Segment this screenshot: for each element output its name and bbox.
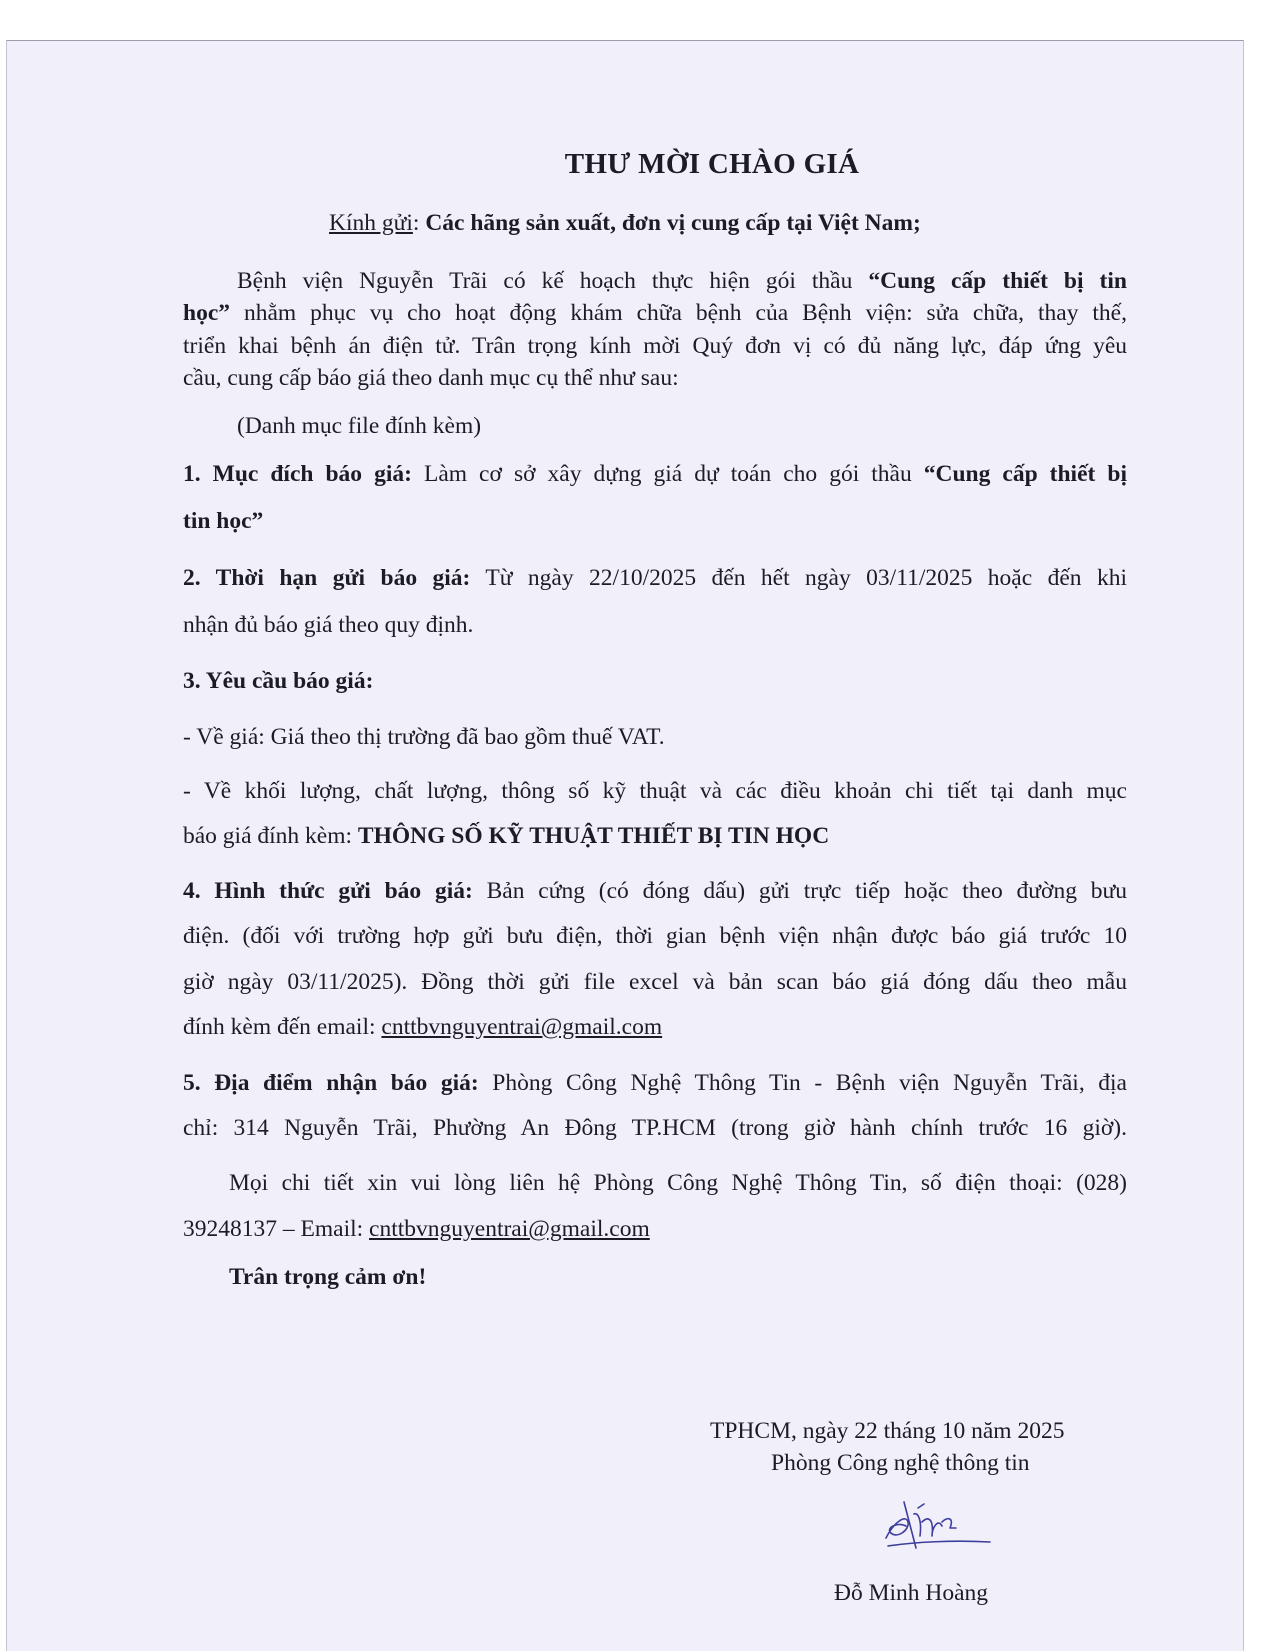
section-3-heading-line: [183, 668, 373, 695]
section-2-line-1: [183, 565, 1127, 592]
intro-line-1: [237, 268, 1127, 295]
contact-email-link[interactable]: cnttbvnguyentrai@gmail.com: [369, 1216, 650, 1242]
section-4-line-1: [183, 878, 1127, 905]
section-4-text: Bản cứng (có đóng dấu) gửi trực tiếp hoặc theo đường bưu: [472, 878, 1127, 904]
section-4-line-2: điện. (đối với trường hợp gửi bưu điện, thời gian bệnh viện nhận được báo giá trước 10: [183, 923, 1127, 949]
contact-line-1: Mọi chi tiết xin vui lòng liên hệ Phòng Công Nghệ Thông Tin, số điện thoại: (028): [229, 1170, 1127, 1196]
section-5-text: Phòng Công Nghệ Thông Tin - Bệnh viện Nguyễn Trãi, địa: [478, 1070, 1127, 1096]
signature-department: Phòng Công nghệ thông tin: [771, 1450, 1030, 1476]
attachment-note: (Danh mục file đính kèm): [237, 413, 482, 439]
section-5-heading: 5. Địa điểm nhận báo giá:: [183, 1070, 479, 1096]
section-4-heading: 4. Hình thức gửi báo giá:: [183, 878, 473, 904]
section-1-heading: 1. Mục đích báo giá:: [183, 461, 412, 487]
document-title: THƯ MỜI CHÀO GIÁ: [564, 148, 860, 180]
section-3-spec-text: báo giá đính kèm:: [183, 823, 358, 849]
intro-package-name: “Cung cấp thiết bị tin: [868, 268, 1127, 294]
contact-line-2: [183, 1216, 650, 1243]
section-4-line-3: giờ ngày 03/11/2025). Đồng thời gửi file excel và bản scan báo giá đóng dấu theo mẫu: [183, 969, 1127, 995]
signer-name: Đỗ Minh Hoàng: [834, 1580, 989, 1606]
section-1-text: Làm cơ sở xây dựng giá dự toán cho gói thầu: [411, 461, 924, 487]
section-1-package-name: “Cung cấp thiết bị: [923, 461, 1127, 487]
section-5-line-2: chỉ: 314 Nguyễn Trãi, Phường An Đông TP.HCM (trong giờ hành chính trước 16 giờ).: [183, 1115, 1127, 1141]
closing-text: Trân trọng cảm ơn!: [229, 1264, 427, 1290]
salutation-label: Kính gửi: [329, 210, 413, 236]
section-1-line-1: [183, 461, 1127, 488]
section-5-line-1: [183, 1070, 1127, 1097]
signature-graphic: [884, 1492, 994, 1562]
section-3-spec-line-2: [183, 823, 829, 850]
section-2-line-2: nhận đủ báo giá theo quy định.: [183, 612, 474, 638]
signature-date: TPHCM, ngày 22 tháng 10 năm 2025: [710, 1418, 1065, 1444]
salutation-colon: :: [412, 210, 426, 236]
intro-line-2-text: nhằm phục vụ cho hoạt động khám chữa bệnh của Bệnh viện: sửa chữa, thay thế,: [230, 300, 1127, 326]
section-4-line-4: [183, 1014, 662, 1041]
intro-line-2: [183, 300, 1127, 327]
handwritten-signature: [884, 1492, 984, 1552]
section-1-line-2: [183, 508, 263, 535]
intro-line-4: cầu, cung cấp báo giá theo danh mục cụ thể như sau:: [183, 365, 679, 391]
salutation-recipient: Các hãng sản xuất, đơn vị cung cấp tại Việt Nam;: [425, 210, 921, 236]
contact-phone-email-label: 39248137 – Email:: [183, 1216, 370, 1242]
section-3-price: - Về giá: Giá theo thị trường đã bao gồm thuế VAT.: [183, 724, 665, 750]
section-4-email-label: đính kèm đến email:: [183, 1014, 382, 1040]
section-3-heading: 3. Yêu cầu báo giá:: [183, 668, 374, 694]
section-4-email-link[interactable]: cnttbvnguyentrai@gmail.com: [381, 1014, 663, 1040]
section-2-heading: 2. Thời hạn gửi báo giá:: [183, 565, 471, 591]
section-3-spec-line-1: - Về khối lượng, chất lượng, thông số kỹ thuật và các điều khoản chi tiết tại danh mục: [183, 778, 1127, 804]
section-3-spec-title: THÔNG SỐ KỸ THUẬT THIẾT BỊ TIN HỌC: [357, 823, 830, 849]
salutation: [329, 210, 921, 237]
section-1-package-name-end: tin học”: [183, 508, 264, 534]
closing-line: [229, 1264, 426, 1291]
intro-package-name-end: học”: [183, 300, 230, 326]
section-2-text: Từ ngày 22/10/2025 đến hết ngày 03/11/2025 hoặc đến khi: [470, 565, 1127, 591]
intro-line-3: triển khai bệnh án điện tử. Trân trọng kính mời Quý đơn vị có đủ năng lực, đáp ứng yêu: [183, 333, 1127, 359]
intro-line-1-text: Bệnh viện Nguyễn Trãi có kế hoạch thực hiện gói thầu: [237, 268, 869, 294]
